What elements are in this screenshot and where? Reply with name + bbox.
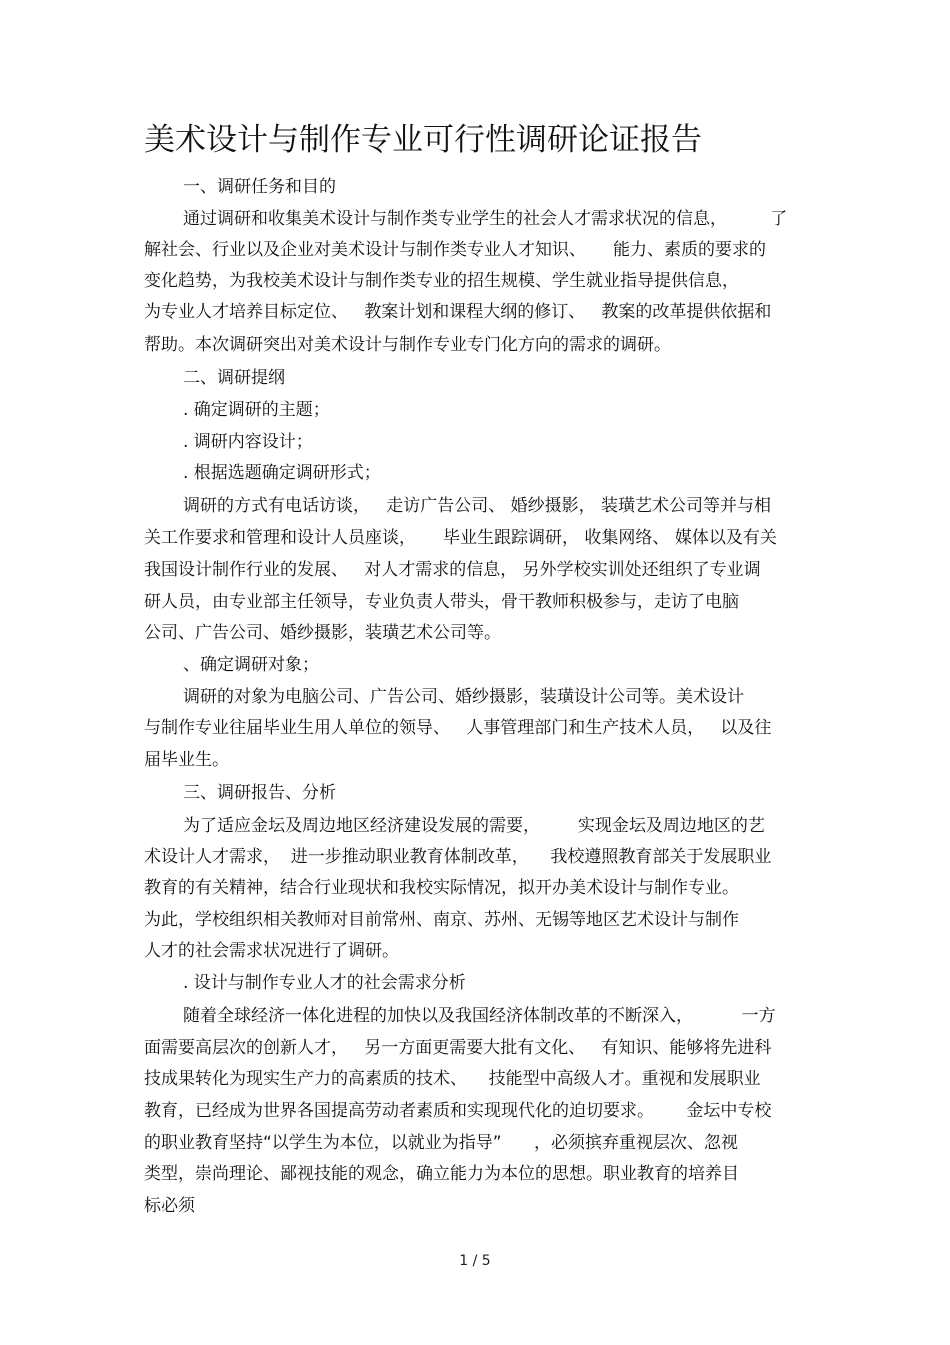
body-line: 我国设计制作行业的发展、 对人才需求的信息， 另外学校实训处还组织了专业调	[144, 560, 761, 580]
section-heading-3: 三、调研报告、分析	[183, 783, 336, 803]
body-line: 公司、广告公司、婚纱摄影，装璜艺术公司等。	[144, 623, 501, 643]
body-line: 术设计人才需求， 进一步推动职业教育体制改革， 我校遵照教育部关于发展职业	[144, 847, 772, 867]
body-line: 教育，已经成为世界各国提高劳动者素质和实现现代化的迫切要求。 金坛中专校	[144, 1101, 772, 1121]
body-line: 届毕业生。	[144, 750, 229, 770]
body-line: 变化趋势，为我校美术设计与制作类专业的招生规模、学生就业指导提供信息，	[144, 271, 739, 291]
body-line: 类型，崇尚理论、鄙视技能的观念，确立能力为本位的思想。职业教育的培养目	[144, 1164, 739, 1184]
document-title: 美术设计与制作专业可行性调研论证报告	[144, 122, 702, 158]
page-number: 1 / 5	[459, 1253, 491, 1269]
body-line: 标必须	[144, 1196, 195, 1216]
body-line: 研人员，由专业部主任领导，专业负责人带头，骨干教师积极参与，走访了电脑	[144, 592, 739, 612]
outline-item: . 调研内容设计；	[183, 432, 313, 452]
body-line: 调研的方式有电话访谈， 走访广告公司、 婚纱摄影， 装璜艺术公司等并与相	[183, 496, 772, 516]
section-heading-2: 二、调研提纲	[183, 368, 285, 388]
body-line: 调研的对象为电脑公司、广告公司、婚纱摄影，装璜设计公司等。美术设计	[183, 687, 744, 707]
outline-item: . 根据选题确定调研形式；	[183, 463, 381, 483]
body-line: 随着全球经济一体化进程的加快以及我国经济体制改革的不断深入， 一方	[183, 1006, 776, 1026]
body-line: 关工作要求和管理和设计人员座谈， 毕业生跟踪调研， 收集网络、 媒体以及有关	[144, 528, 777, 548]
body-line: 帮助。本次调研突出对美术设计与制作专业专门化方向的需求的调研。	[144, 335, 671, 355]
body-line: 的职业教育坚持“以学生为本位，以就业为指导” ，必须摈弃重视层次、忽视	[144, 1133, 739, 1153]
body-line: 为此，学校组织相关教师对目前常州、南京、苏州、无锡等地区艺术设计与制作	[144, 910, 739, 930]
outline-item: . 确定调研的主题；	[183, 400, 330, 420]
subsection-heading: . 设计与制作专业人才的社会需求分析	[183, 973, 466, 993]
body-line: 教育的有关精神，结合行业现状和我校实际情况，拟开办美术设计与制作专业。	[144, 878, 739, 898]
body-line: 与制作专业往届毕业生用人单位的领导、 人事管理部门和生产技术人员， 以及往	[144, 718, 772, 738]
body-line: 技成果转化为现实生产力的高素质的技术、 技能型中高级人才。重视和发展职业	[144, 1069, 761, 1089]
section-heading-1: 一、调研任务和目的	[183, 177, 336, 197]
body-line: 解社会、行业以及企业对美术设计与制作类专业人才知识、 能力、素质的要求的	[144, 240, 767, 260]
body-line: 为了适应金坛及周边地区经济建设发展的需要， 实现金坛及周边地区的艺	[183, 816, 765, 836]
body-line: 通过调研和收集美术设计与制作类专业学生的社会人才需求状况的信息， 了	[183, 209, 788, 229]
body-line: 为专业人才培养目标定位、 教案计划和课程大纲的修订、 教案的改革提供依据和	[144, 302, 772, 322]
body-line: 面需要高层次的创新人才， 另一方面更需要大批有文化、 有知识、能够将先进科	[144, 1038, 772, 1058]
outline-item: 、确定调研对象；	[183, 655, 319, 675]
body-line: 人才的社会需求状况进行了调研。	[144, 941, 399, 961]
